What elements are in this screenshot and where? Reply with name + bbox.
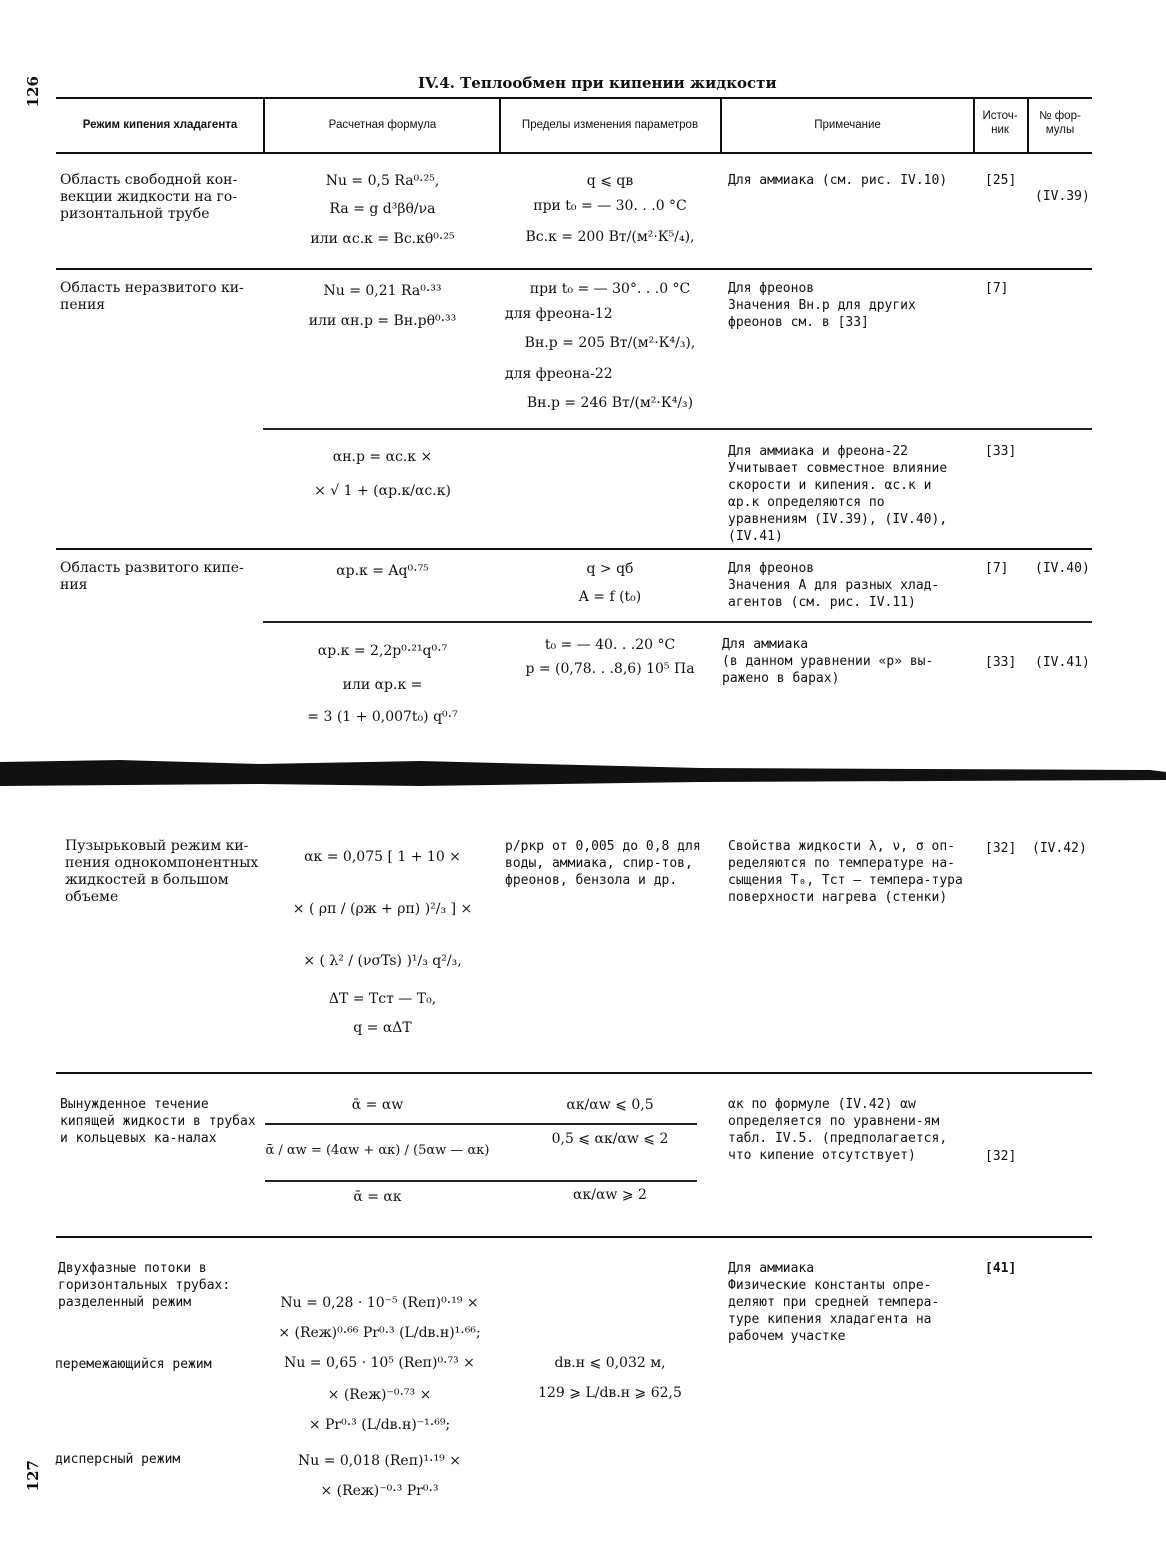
header-divider (1027, 99, 1029, 152)
formula-line: × (Reж)⁰·⁶⁶ Pr⁰·³ (L/dв.н)¹·⁶⁶; (278, 1325, 481, 1341)
row-note: Для аммиака (722, 637, 809, 652)
formula-line: Nu = 0,018 (Reп)¹·¹⁹ × (298, 1453, 461, 1469)
header-top-rule (56, 97, 1092, 99)
row-formula-number: (IV.39) (1035, 189, 1090, 204)
limit-line: для фреона-22 (505, 366, 613, 382)
row-note: Для фреонов (728, 281, 815, 296)
limit-line: dв.н ⩽ 0,032 м, (554, 1355, 666, 1371)
header-formula: Расчетная формула (328, 119, 437, 131)
limit-line: p = (0,78. . .8,6) 10⁵ Па (525, 661, 695, 677)
limit-line: 129 ⩾ L/dв.н ⩾ 62,5 (538, 1385, 682, 1401)
row-source: [7] (985, 561, 1009, 576)
formula-line: × ( ρп / (ρж + ρп) )²/₃ ] × (292, 901, 473, 917)
sub-rule (263, 428, 1092, 430)
row-source: [32] (985, 1149, 1017, 1164)
row-mode: Область развитого кипе-ния (60, 560, 244, 593)
header-divider (499, 99, 501, 152)
formula-line: αк = 0,075 [ 1 + 10 × (304, 849, 461, 865)
formula-line: = 3 (1 + 0,007t₀) q⁰·⁷ (307, 709, 458, 725)
row-rule (56, 268, 1092, 270)
row-mode: перемежающийся режим (55, 1357, 212, 1372)
row-note: (в данном уравнении «p» вы-ражено в барах) (722, 654, 934, 686)
header-formula-number: № фор-мулы (1039, 110, 1081, 136)
row-formula-number: (IV.42) (1032, 841, 1087, 856)
row-formula-number: (IV.41) (1035, 655, 1090, 670)
formula-line: ΔT = Tст — T₀, (328, 991, 437, 1007)
header-bottom-rule (56, 152, 1092, 154)
header-note: Примечание (814, 119, 881, 131)
row-note: αк по формуле (IV.42) αw определяется по уравнени-ям табл. IV.5. (предполагается, что кипение отсутствует) (728, 1097, 948, 1163)
row-note: Значения Вн.р для других фреонов см. в [33] (728, 298, 916, 330)
row-mode: дисперсный режим (55, 1452, 181, 1467)
sub-rule (265, 1180, 697, 1182)
limit-line: Вс.к = 200 Вт/(м²·К⁵/₄), (525, 229, 695, 245)
formula-line: × Pr⁰·³ (L/dв.н)⁻¹·⁶⁹; (308, 1417, 451, 1433)
row-source: [41] (985, 1261, 1017, 1276)
row-note: Физические константы опре-деляют при средней темпера-туре кипения хладагента на рабочем участке (728, 1278, 940, 1344)
page-title: IV.4. Теплообмен при кипении жидкости (418, 74, 777, 92)
formula-line: ᾱ / αw = (4αw + αк) / (5αw — αк) (265, 1143, 490, 1158)
formula-line: × ( λ² / (νσTs) )¹/₃ q²/₃, (303, 953, 462, 969)
row-rule (56, 548, 1092, 550)
header-mode: Режим кипения хладагента (82, 119, 238, 131)
formula-line: или αс.к = Вс.кθ⁰·²⁵ (310, 231, 455, 247)
sub-rule (263, 621, 1092, 623)
row-rule (56, 1236, 1092, 1238)
formula-line: × (Reж)⁻⁰·³ Pr⁰·³ (320, 1483, 439, 1499)
formula-line: Ra = g d³βθ/νa (329, 201, 436, 217)
scan-smear (0, 760, 1166, 786)
formula-line: Nu = 0,28 · 10⁻⁵ (Reп)⁰·¹⁹ × (280, 1295, 479, 1311)
formula-line: Nu = 0,21 Ra⁰·³³ (323, 283, 442, 299)
limit-line: A = f (t₀) (578, 589, 642, 605)
limit-line: Вн.р = 205 Вт/(м²·К⁴/₃), (524, 335, 696, 351)
row-mode: Область неразвитого ки-пения (60, 280, 244, 313)
limit-line: при t₀ = — 30. . .0 °C (533, 198, 687, 214)
limit-line: p/pкр от 0,005 до 0,8 для воды, аммиака, спир-тов, фреонов, бензола и др. (505, 839, 701, 888)
formula-line: ᾱ = αк (353, 1189, 402, 1205)
header-source: Источ-ник (982, 110, 1018, 136)
formula-line: ᾱ = αw (351, 1097, 404, 1113)
page-number-bottom: 127 (24, 1460, 42, 1492)
formula-line: αр.к = Aq⁰·⁷⁵ (336, 563, 429, 579)
row-mode: Область свободной кон-векции жидкости на го-ризонтальной трубе (60, 172, 238, 222)
row-source: [32] (985, 841, 1017, 856)
limit-line: Вн.р = 246 Вт/(м²·К⁴/₃) (526, 395, 694, 411)
row-note: Для аммиака и фреона-22 (728, 444, 909, 459)
row-note: Учитывает совместное влияние скорости и кипения. αс.к и αр.к определяются по уравнениям (IV.39), (IV.40), (IV.41) (728, 461, 948, 544)
formula-line: αн.р = αс.к × (332, 449, 433, 465)
row-note: Для аммиака (728, 1261, 815, 1276)
formula-line: Nu = 0,5 Ra⁰·²⁵, (325, 173, 440, 189)
limit-line: для фреона-12 (505, 306, 613, 322)
row-mode: Вынужденное течение кипящей жидкости в трубах и кольцевых ка-налах (60, 1097, 256, 1146)
row-source: [7] (985, 281, 1009, 296)
row-source: [33] (985, 444, 1017, 459)
formula-line: q = αΔT (353, 1020, 412, 1036)
formula-line: или αн.р = Вн.рθ⁰·³³ (308, 313, 457, 329)
limit-line: αк/αw ⩾ 2 (573, 1187, 647, 1203)
header-divider (720, 99, 722, 152)
sub-rule (265, 1123, 697, 1125)
row-rule (56, 1072, 1092, 1074)
limit-line: 0,5 ⩽ αк/αw ⩽ 2 (551, 1131, 669, 1147)
row-source: [25] (985, 173, 1017, 188)
page-number-top: 126 (24, 76, 42, 108)
row-note: Свойства жидкости λ, ν, σ оп-ределяются по температуре на-сыщения T₀, Tст — темпера-тура поверхности нагрева (стенки) (728, 839, 963, 905)
formula-line: или αр.к = (342, 677, 423, 693)
header-divider (263, 99, 265, 152)
limit-line: q > qб (586, 561, 634, 577)
limit-line: αк/αw ⩽ 0,5 (566, 1097, 654, 1113)
row-note: Для фреонов (728, 561, 815, 576)
limit-line: при t₀ = — 30°. . .0 °C (529, 281, 691, 297)
row-formula-number: (IV.40) (1035, 561, 1090, 576)
formula-line: αр.к = 2,2p⁰·²¹q⁰·⁷ (317, 643, 448, 659)
row-mode: Пузырьковый режим ки-пения однокомпонентных жидкостей в большом объеме (65, 838, 259, 905)
row-note: Значения A для разных хлад-агентов (см. рис. IV.11) (728, 578, 940, 610)
header-limits: Пределы изменения параметров (521, 119, 699, 131)
row-source: [33] (985, 655, 1017, 670)
limit-line: q ⩽ qв (586, 173, 634, 189)
formula-line: × √ 1 + (αр.к/αс.к) (314, 483, 451, 499)
formula-line: × (Reж)⁻⁰·⁷³ × (327, 1387, 432, 1403)
formula-line: Nu = 0,65 · 10⁵ (Reп)⁰·⁷³ × (284, 1355, 475, 1371)
limit-line: t₀ = — 40. . .20 °C (544, 637, 676, 653)
row-note: Для аммиака (см. рис. IV.10) (728, 173, 948, 188)
row-mode: Двухфазные потоки в горизонтальных трубах: разделенный режим (58, 1261, 231, 1310)
